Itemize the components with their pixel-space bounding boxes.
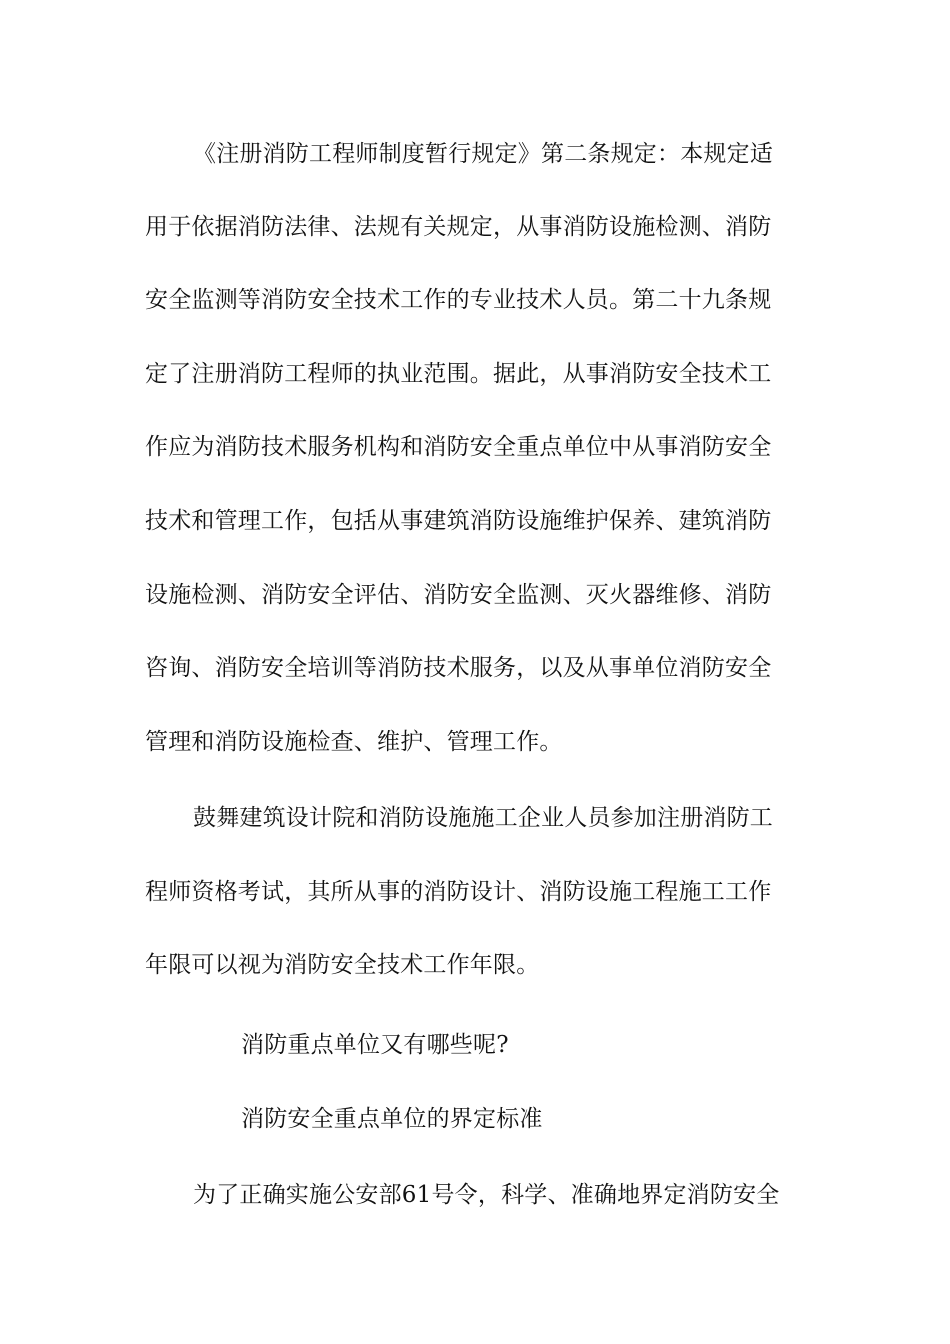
paragraph-1-line-8: 咨询、消防安全培训等消防技术服务，以及从事单位消防安全 xyxy=(145,655,772,681)
paragraph-1-line-2: 用于依据消防法律、法规有关规定，从事消防设施检测、消防 xyxy=(145,214,772,240)
paragraph-1-line-3: 安全监测等消防安全技术工作的专业技术人员。第二十九条规 xyxy=(145,287,772,313)
heading-1: 消防重点单位又有哪些呢? xyxy=(241,1032,509,1058)
paragraph-1-line-4: 定了注册消防工程师的执业范围。据此，从事消防安全技术工 xyxy=(145,361,772,387)
paragraph-2-line-1: 鼓舞建筑设计院和消防设施施工企业人员参加注册消防工 xyxy=(193,805,773,831)
paragraph-1-line-9: 管理和消防设施检查、维护、管理工作。 xyxy=(145,729,563,755)
paragraph-2-line-3: 年限可以视为消防安全技术工作年限。 xyxy=(145,952,540,978)
paragraph-1-line-7: 设施检测、消防安全评估、消防安全监测、灭火器维修、消防 xyxy=(145,582,772,608)
paragraph-2-line-2: 程师资格考试，其所从事的消防设计、消防设施工程施工工作 xyxy=(145,879,772,905)
paragraph-1-line-6: 技术和管理工作，包括从事建筑消防设施维护保养、建筑消防 xyxy=(145,508,772,534)
paragraph-1-line-1: 《注册消防工程师制度暂行规定》第二条规定：本规定适 xyxy=(193,141,773,167)
heading-2: 消防安全重点单位的界定标准 xyxy=(241,1106,543,1132)
paragraph-3-line-1: 为了正确实施公安部61号令，科学、准确地界定消防安全 xyxy=(193,1182,780,1208)
paragraph-1-line-5: 作应为消防技术服务机构和消防安全重点单位中从事消防安全 xyxy=(145,434,772,460)
